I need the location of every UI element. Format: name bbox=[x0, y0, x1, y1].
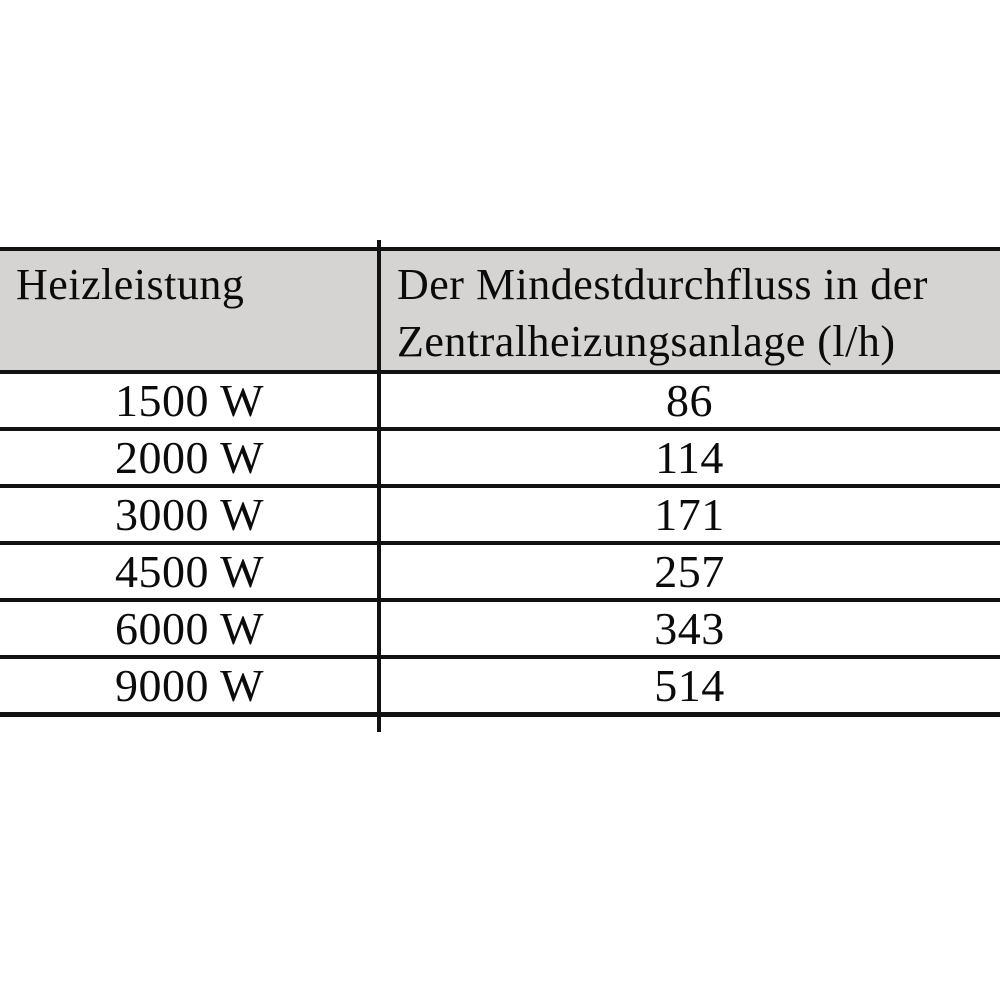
heizleistung-cell: 4500 W bbox=[0, 543, 379, 600]
column-divider-line bbox=[377, 240, 381, 732]
heizleistung-cell: 6000 W bbox=[0, 600, 379, 657]
table-row bbox=[0, 543, 1000, 600]
header-row bbox=[0, 249, 1000, 372]
durchfluss-cell: 114 bbox=[379, 429, 1000, 486]
col-header-heizleistung: Heizleistung bbox=[0, 249, 379, 372]
durchfluss-cell: 257 bbox=[379, 543, 1000, 600]
table-row bbox=[0, 657, 1000, 715]
durchfluss-cell: 86 bbox=[379, 372, 1000, 429]
durchfluss-cell: 343 bbox=[379, 600, 1000, 657]
durchfluss-cell: 171 bbox=[379, 486, 1000, 543]
heizleistung-cell: 2000 W bbox=[0, 429, 379, 486]
table-row bbox=[0, 429, 1000, 486]
col-header-mindestdurchfluss: Der Mindestdurchfluss in der Zentralheizungsanlage (l/h) bbox=[379, 249, 1000, 372]
table-body bbox=[0, 372, 1000, 715]
table-row bbox=[0, 600, 1000, 657]
min-flow-table bbox=[0, 247, 1000, 717]
table-row bbox=[0, 372, 1000, 429]
heizleistung-cell: 9000 W bbox=[0, 657, 379, 715]
heizleistung-cell: 3000 W bbox=[0, 486, 379, 543]
durchfluss-cell: 514 bbox=[379, 657, 1000, 715]
table-row bbox=[0, 486, 1000, 543]
heizleistung-cell: 1500 W bbox=[0, 372, 379, 429]
